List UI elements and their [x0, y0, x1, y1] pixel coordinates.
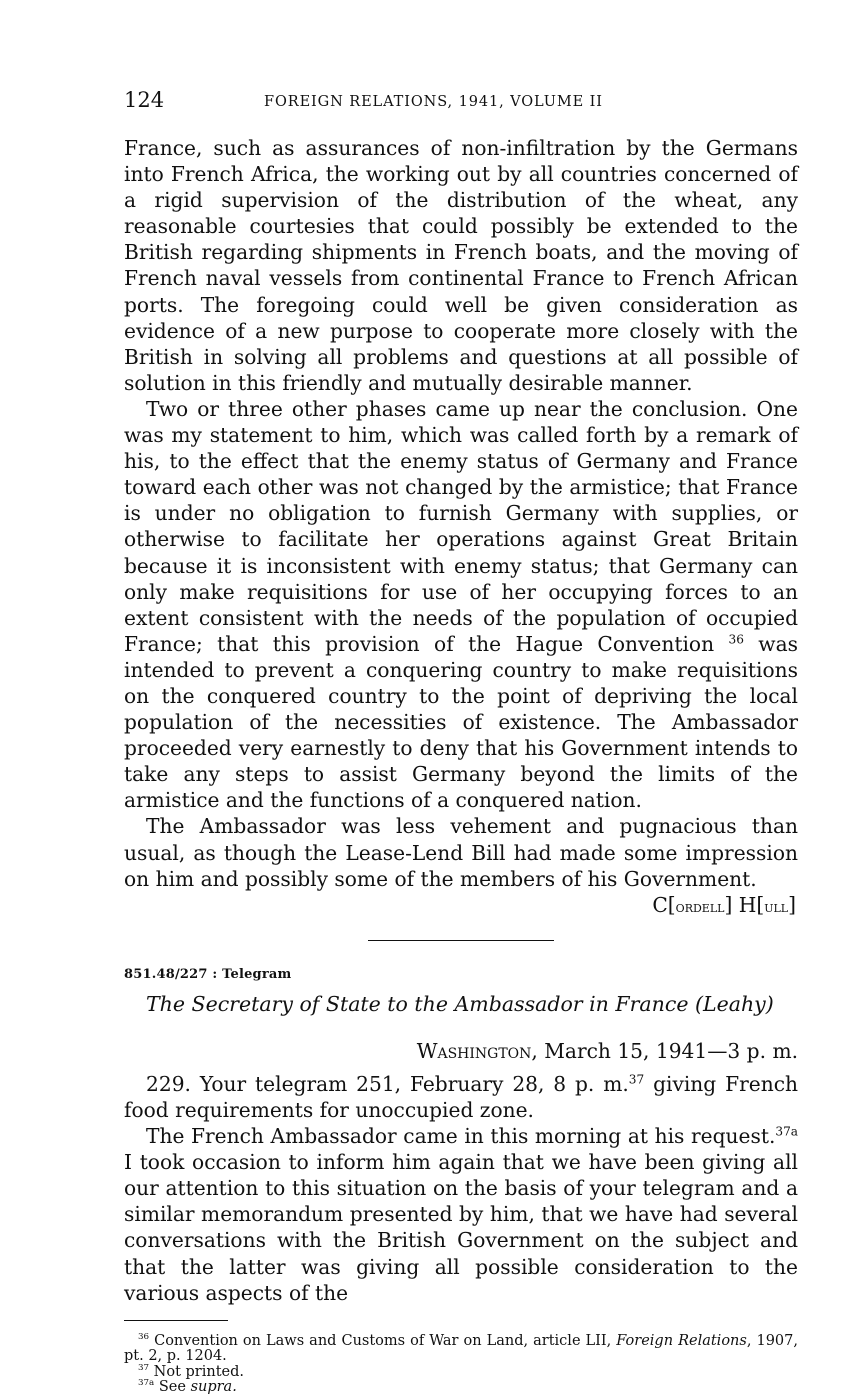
page-number: 124 — [124, 88, 165, 112]
footnote-divider — [124, 1320, 228, 1321]
footnote-ref: 37 — [628, 1072, 645, 1087]
telegram-paragraph: 229. Your telegram 251, February 28, 8 p. m.$^{37}$ giving French food requirements for unoccupied zone. — [124, 1071, 799, 1122]
footnotes — [124, 1331, 798, 1395]
footnote: $^{36}$ Convention on Laws and Customs of War on Land, article LII, Foreign Relations, 1907, pt. 2, p. 1204. — [124, 1331, 798, 1365]
paragraph-text: was intended to prevent a conquering country to make requisitions on the conquered country to the point of depriving the local population of the necessities of existence. The Ambassador proceeded very earnestly to deny that his Government intends to take any steps to assist Germany beyond the limits of the armistice and the functions of a conquered nation. — [124, 631, 798, 813]
running-header — [124, 86, 798, 116]
body-paragraph: The Ambassador was less vehement and pugnacious than usual, as though the Lease-Lend Bill had made some impression on him and possibly some of the members of his Government. — [124, 814, 798, 891]
signature: C[ordell] H[ull] — [652, 892, 796, 917]
document-page — [124, 86, 798, 1395]
footnote: $^{37a}$ See supra. — [138, 1378, 237, 1395]
dateline: Washington, March 15, 1941—3 p. m. — [416, 1038, 798, 1063]
document-title: The Secretary of State to the Ambassador in France (Leahy) — [146, 991, 774, 1016]
body-paragraph-continued: France, such as assurances of non-infiltration by the Germans into French Africa, the working out by all countries concerned of a rigid supervision of the distribution of the wheat, any reasonable courtesies that could possibly be extended to the British regarding shipments in French boats, and the moving of French naval vessels from continental France to French African ports. The foregoing could well be given consideration as evidence of a new purpose to cooperate more closely with the British in solving all problems and questions at all possible of solution in this friendly and mutually desirable manner. — [124, 136, 798, 395]
footnote-ref: 36 — [728, 632, 744, 647]
file-reference: 851.48/227 : Telegram — [124, 966, 292, 982]
section-divider — [368, 940, 554, 941]
running-title: FOREIGN RELATIONS, 1941, VOLUME II — [264, 94, 603, 110]
telegram-paragraph: The French Ambassador came in this morning at his request.$^{37a}$ I took occasion to inform him again that we have been giving all our attention to this situation on the basis of your telegram and a similar memorandum presented by him, that we have had several conversations with the British Government on the subject and that the latter was giving all possible consideration to the various aspects of the — [124, 1124, 798, 1305]
footnote: $^{37}$ Not printed. — [138, 1362, 245, 1380]
footnote-ref: 37a — [775, 1124, 798, 1139]
body-paragraph — [124, 396, 798, 814]
paragraph-text: Two or three other phases came up near the conclusion. One was my statement to him, which was called forth by a remark of his, to the effect that the enemy status of Germany and France toward each other was not changed by the armistice; that France is under no obligation to furnish Germany with supplies, or otherwise to facilitate her operations against Great Britain because it is inconsistent with enemy status; that Germany can only make requisitions for use of her occupying forces to an extent consistent with the needs of the population of occupied France; that this provision of the Hague Convention — [124, 396, 798, 656]
